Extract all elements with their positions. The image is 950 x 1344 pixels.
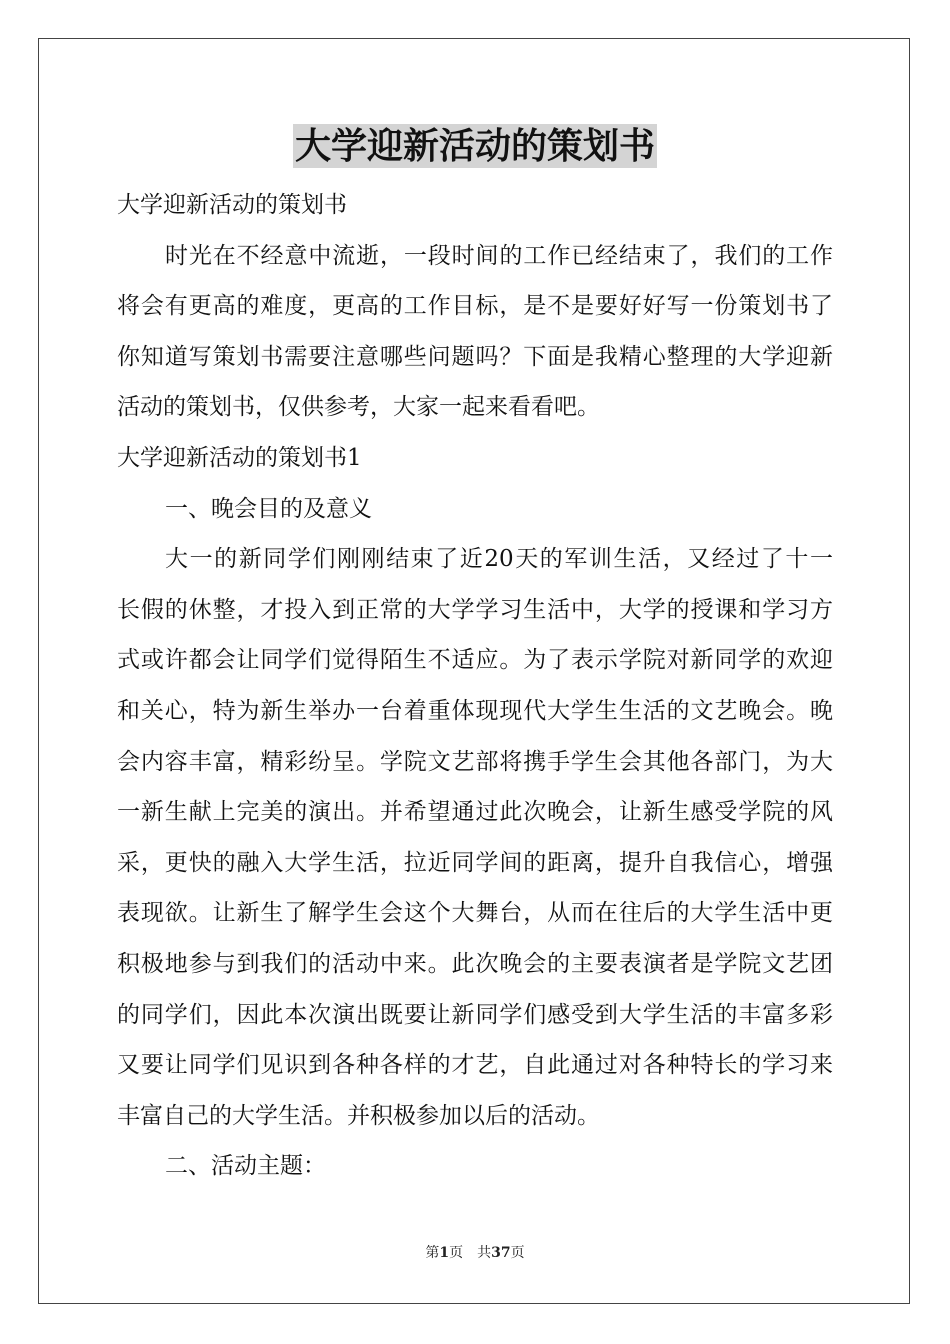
intro-line: 时光在不经意中流逝，一段时间的工作已经结束了，我们的工作: [165, 242, 833, 269]
document-subtitle: 大学迎新活动的策划书: [117, 192, 347, 218]
body-line: 长假的休整，才投入到正常的大学学习生活中，大学的授课和学习方: [117, 596, 833, 623]
intro-line: 你知道写策划书需要注意哪些问题吗？下面是我精心整理的大学迎新: [117, 343, 833, 370]
document-title: 大学迎新活动的策划书: [294, 125, 655, 167]
body-line: 表现欲。让新生了解学生会这个大舞台，从而在往后的大学生活中更: [117, 900, 833, 927]
total-suffix: 页: [510, 1245, 525, 1261]
body-line: 和关心，特为新生举办一台着重体现现代大学生生活的文艺晚会。晚: [117, 697, 833, 724]
page-suffix: 页: [449, 1245, 464, 1261]
total-pages: 37: [491, 1245, 511, 1261]
body-line: 又要让同学们见识到各种各样的才艺，自此通过对各种特长的学习来: [117, 1052, 833, 1079]
page-prefix: 第: [425, 1245, 440, 1261]
body-line: 大一的新同学们刚刚结束了近20天的军训生活，又经过了十一: [165, 546, 833, 573]
body-line: 积极地参与到我们的活动中来。此次晚会的主要表演者是学院文艺团: [117, 950, 833, 977]
body-line: 会内容丰富，精彩纷呈。学院文艺部将携手学生会其他各部门，为大: [117, 748, 833, 775]
page-footer: [0, 1244, 950, 1262]
body-line: 采，更快的融入大学生活，拉近同学间的距离，提升自我信心，增强: [117, 849, 833, 876]
total-prefix: 共: [477, 1245, 492, 1261]
body-line: 的同学们，因此本次演出既要让新同学们感受到大学生活的丰富多彩: [117, 1001, 833, 1028]
document-body: [117, 180, 833, 1192]
intro-line: 活动的策划书，仅供参考，大家一起来看看吧。: [117, 394, 600, 421]
section-heading: 大学迎新活动的策划书1: [117, 444, 362, 471]
body-line: 丰富自己的大学生活。并积极参加以后的活动。: [117, 1102, 600, 1129]
heading-theme: 二、活动主题：: [165, 1153, 326, 1180]
body-line: 一新生献上完美的演出。并希望通过此次晚会，让新生感受学院的风: [117, 799, 833, 826]
title-area: [0, 124, 950, 168]
intro-line: 将会有更高的难度，更高的工作目标，是不是要好好写一份策划书了: [117, 293, 833, 320]
heading-purpose: 一、晚会目的及意义: [165, 495, 372, 522]
page-number: 1: [439, 1245, 450, 1261]
body-line: 式或许都会让同学们觉得陌生不适应。为了表示学院对新同学的欢迎: [117, 647, 833, 674]
